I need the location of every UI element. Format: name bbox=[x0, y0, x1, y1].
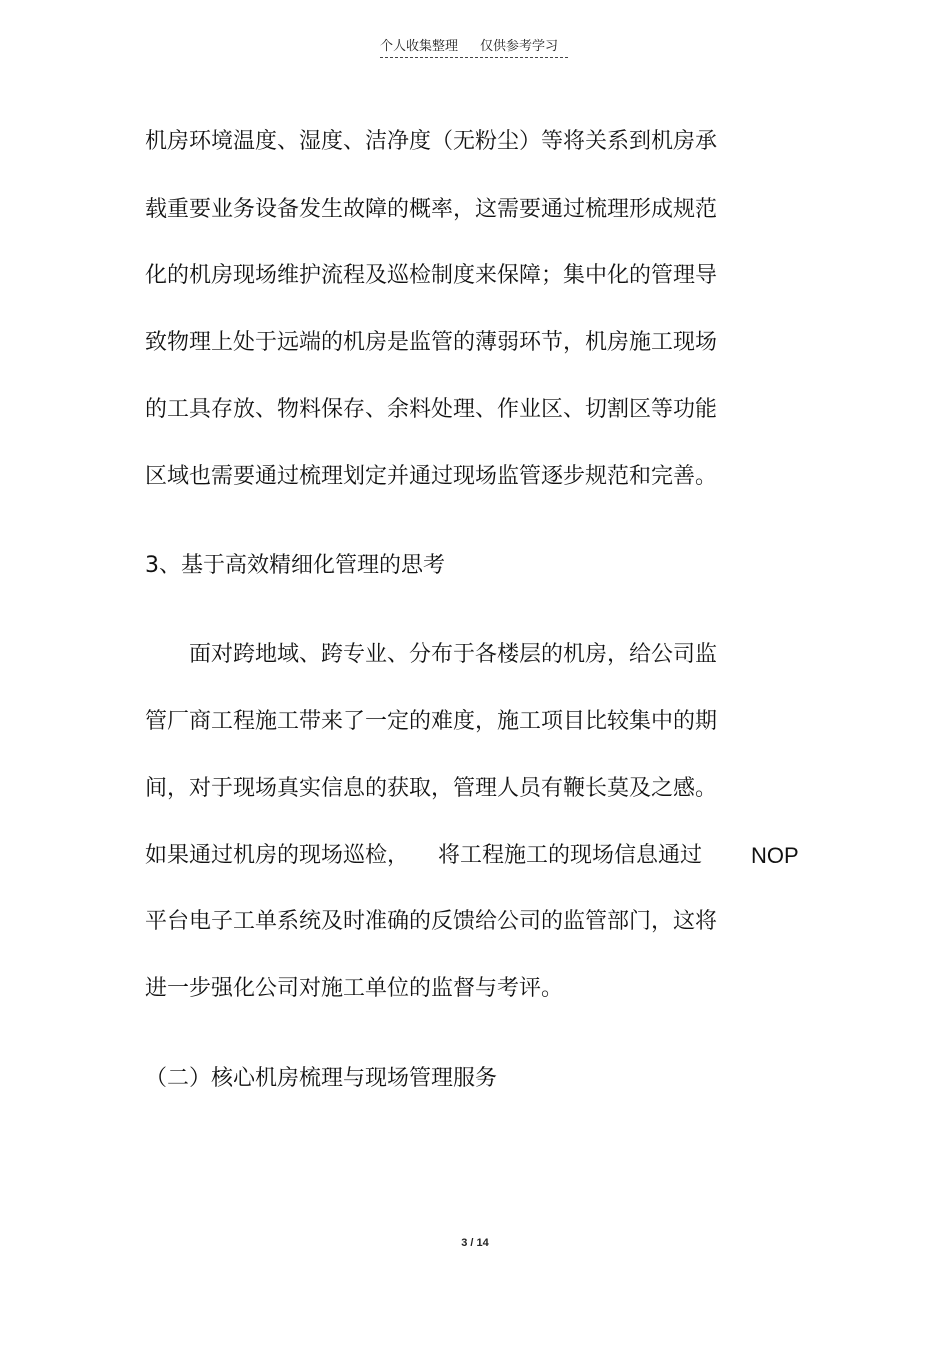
page-header bbox=[380, 38, 572, 56]
section-heading-3: 3、基于高效精细化管理的思考 bbox=[145, 553, 445, 578]
paragraph-line: 平台电子工单系统及时准确的反馈给公司的监管部门，这将 bbox=[145, 909, 718, 934]
paragraph-line: 致物理上处于远端的机房是监管的薄弱环节，机房施工现场 bbox=[145, 330, 718, 355]
paragraph-line: 化的机房现场维护流程及巡检制度来保障；集中化的管理导 bbox=[145, 263, 718, 288]
paragraph-line: 区域也需要通过梳理划定并通过现场监管逐步规范和完善。 bbox=[145, 464, 718, 489]
paragraph-line: 面对跨地域、跨专业、分布于各楼层的机房，给公司监 bbox=[189, 642, 718, 667]
paragraph-line: 管厂商工程施工带来了一定的难度，施工项目比较集中的期 bbox=[145, 709, 718, 734]
header-dashed-rule bbox=[380, 57, 568, 58]
paragraph-line-part: 将工程施工的现场信息通过 bbox=[438, 843, 703, 868]
paragraph-line: 间，对于现场真实信息的获取，管理人员有鞭长莫及之感。 bbox=[145, 776, 718, 801]
paragraph-line: 进一步强化公司对施工单位的监督与考评。 bbox=[145, 976, 564, 1001]
section-heading-2: （二）核心机房梳理与现场管理服务 bbox=[145, 1066, 498, 1091]
paragraph-line: 的工具存放、物料保存、余料处理、作业区、切割区等功能 bbox=[145, 397, 718, 422]
paragraph-line: 机房环境温度、湿度、洁净度（无粉尘）等将关系到机房承 bbox=[145, 129, 718, 154]
header-left-text: 个人收集整理 bbox=[380, 39, 459, 54]
header-right-text: 仅供参考学习 bbox=[480, 39, 559, 54]
paragraph-line: 载重要业务设备发生故障的概率，这需要通过梳理形成规范 bbox=[145, 197, 718, 222]
nop-term: NOP bbox=[751, 843, 799, 868]
paragraph-line-part: 如果通过机房的现场巡检， bbox=[145, 843, 410, 868]
page-number: 3 / 14 bbox=[461, 1237, 489, 1249]
